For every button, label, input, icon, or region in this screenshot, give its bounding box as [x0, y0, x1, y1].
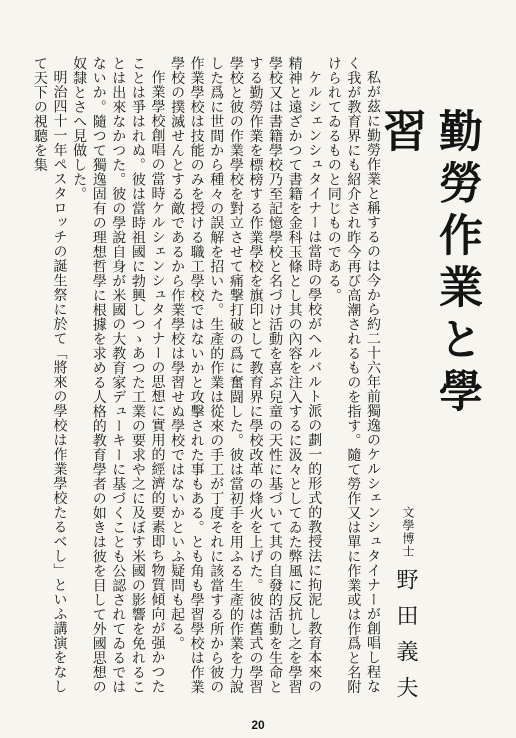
author-name: 野田義夫	[393, 568, 418, 712]
paragraph: 明治四十一年ペスタロッチの誕生祭に於て「將來の學校は作業學校たるべし」といふ講演をなして天下の視聽を集	[31, 56, 68, 694]
article-title: 勤勞作業と學習	[375, 108, 482, 420]
paragraph: ケルシェンシュタイナーは當時の學校がヘルバルト派の劃一的形式的教授法に拘泥し教育本來の精神と遠ざかつて書籍を金科玉條とし其の內容を注入するに汲々としてゐた弊風に反抗し之を學習學校又は書籍學校乃至記憶學校と名づけ活動を喜ぶ兒童の天性に基づいて其の自發的活動を生命とする勤勞作業を標榜する作業學校を旗印として教育界に學校改革の烽火を上げた。彼は舊式の學習學校と彼の作業學校を對立させて痛撃打破の爲に奮闘した。彼は當初手を用ふる生產的作業を力說した爲に世間から種々の誤解を招いた。生產的作業は從來の手工が丁度それに該當する所から彼の作業學校は技能のみを授ける職工學校ではないかと攻擊された事もある。とも角も學習學校は作業學校の撲滅せんとする敵であるから作業學校は學習せぬ學校ではないかといふ疑問も起る。	[169, 56, 323, 694]
paragraph: 作業學校創唱の當時ケルシェンシュタイナーの思想に實用的經濟的要素即ち物質傾向が强かつたことは爭はれぬ。彼は當時祖國に勃興しつゝあつた工業の要求や之に及ぼす米國の影響を免れることは出來なかつた。彼の學說自身が米國の大教育家デューキーに基づくことも公認されてゐるではないか。隨つて獨逸固有の理想哲學に根據を求める人格的教育學者の如きは彼を目して外國思想の奴隸とさへ見做した。	[71, 56, 166, 694]
page-number: 20	[251, 718, 265, 732]
paragraph: 私が茲に勤勞作業と稱するのは今から約二十六年前獨逸のケルシェンシュタイナーが創唱し程なく我が教育界にも紹介され昨今再び高潮されるものを指す。隨て勞作又は單に作業或は作爲と名附けられてゐるものと同じものである。	[325, 56, 381, 694]
author-title: 文學博士	[401, 506, 415, 558]
article-body	[31, 56, 382, 706]
